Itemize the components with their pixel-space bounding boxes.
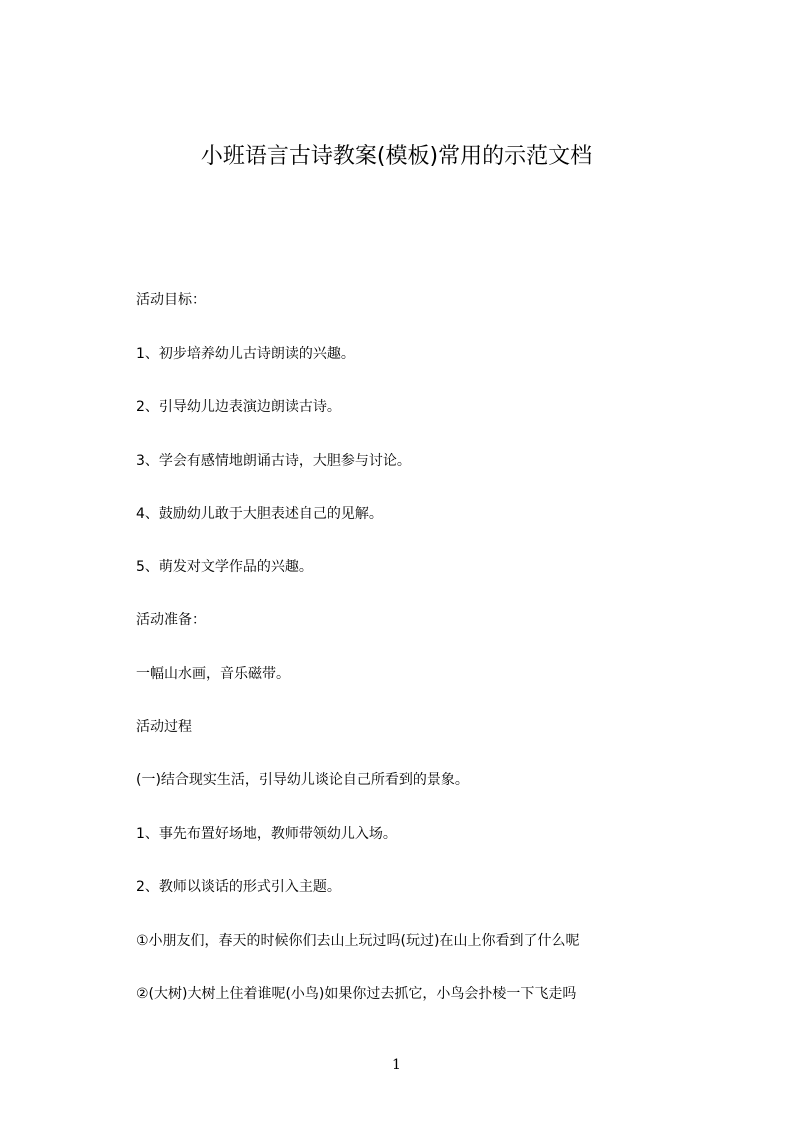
paragraph-line: ②(大树)大树上住着谁呢(小鸟)如果你过去抓它，小鸟会扑棱一下飞走吗	[136, 986, 577, 1002]
paragraph-line: 1、事先布置好场地，教师带领幼儿入场。	[136, 826, 397, 842]
paragraph-line: 一幅山水画，音乐磁带。	[136, 666, 290, 682]
section-heading-preparation: 活动准备：	[136, 612, 206, 628]
paragraph-line: 3、学会有感情地朗诵古诗，大胆参与讨论。	[136, 453, 411, 469]
paragraph-line: 2、教师以谈话的形式引入主题。	[136, 879, 341, 895]
paragraph-line: (一)结合现实生活，引导幼儿谈论自己所看到的景象。	[136, 772, 469, 788]
paragraph-line: ①小朋友们，春天的时候你们去山上玩过吗(玩过)在山上你看到了什么呢	[136, 933, 580, 949]
paragraph-line: 2、引导幼儿边表演边朗读古诗。	[136, 399, 341, 415]
document-title: 小班语言古诗教案(模板)常用的示范文档	[200, 144, 593, 169]
section-heading-process: 活动过程	[136, 719, 192, 735]
paragraph-line: 5、萌发对文学作品的兴趣。	[136, 559, 313, 575]
paragraph-line: 4、鼓励幼儿敢于大胆表述自己的见解。	[136, 506, 383, 522]
page-number: 1	[392, 1057, 401, 1073]
section-heading-goals: 活动目标：	[136, 292, 206, 308]
paragraph-line: 1、初步培养幼儿古诗朗读的兴趣。	[136, 346, 355, 362]
